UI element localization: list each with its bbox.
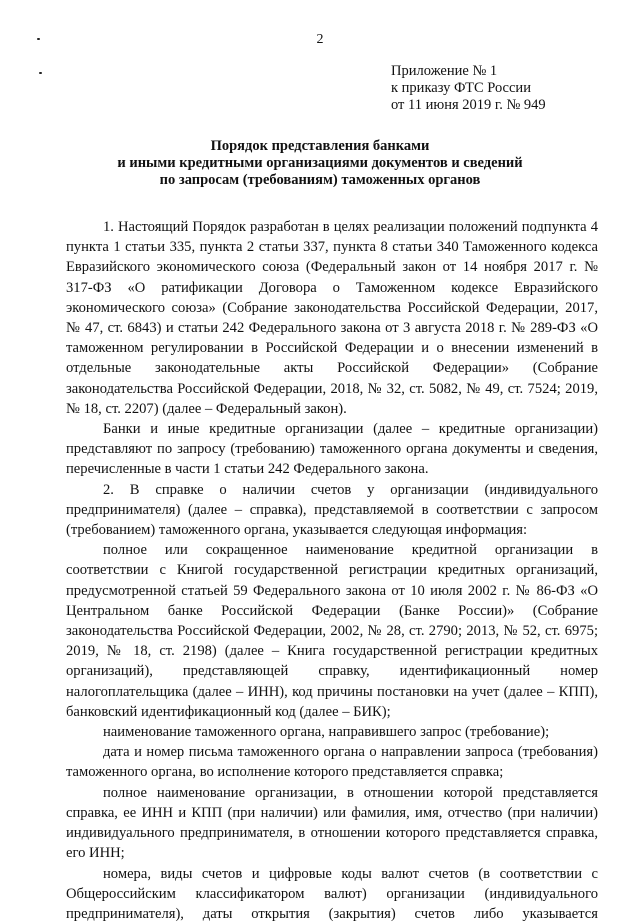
page-number: 2	[0, 32, 640, 48]
appendix-line-2: к приказу ФТС России	[391, 80, 546, 97]
appendix-block	[391, 63, 546, 114]
paragraph-2: Банки и иные кредитные организации (далее – кредитные организации) представляют по запросу (требованию) таможенного органа документы и сведения, перечисленные в части 1 статьи 242 Федерального закона.	[66, 419, 598, 480]
paragraph-7: полное наименование организации, в отношении которой представляется справка, ее ИНН и КПП (при наличии) или фамилия, имя, отчество (при наличии) индивидуального предпринимателя, в отношении которого представляется справка, его ИНН;	[66, 783, 598, 864]
paragraph-8: номера, виды счетов и цифровые коды валют счетов (в соответствии с Общероссийским классификатором валют) организации (индивидуального предпринимателя), даты открытия (закрытия) счетов либо указывается	[66, 864, 598, 924]
paragraph-5: наименование таможенного органа, направившего запрос (требование);	[66, 722, 598, 742]
document-title	[0, 138, 640, 189]
appendix-line-1: Приложение № 1	[391, 63, 546, 80]
paragraph-3: 2. В справке о наличии счетов у организации (индивидуального предпринимателя) (далее – справка), представляемой в соответствии с запросом (требованием) таможенного органа, указывается следующая информация:	[66, 480, 598, 541]
paragraph-4: полное или сокращенное наименование кредитной организации в соответствии с Книгой государственной регистрации кредитных организаций, предусмотренной статьей 59 Федерального закона от 10 июля 2002 г. № 86-ФЗ «О Центральном банке Российской Федерации (Банке России)» (Собрание законодательства Российской Федерации, 2002, № 28, ст. 2790; 2013, № 52, ст. 6975; 2019, № 18, ст. 2198) (далее – Книга государственной регистрации кредитных организаций), представляющей справку, идентификационный номер налогоплательщика (далее – ИНН), код причины постановки на учет (далее – КПП), банковский идентификационный код (далее – БИК);	[66, 540, 598, 722]
paragraph-1: 1. Настоящий Порядок разработан в целях реализации положений подпункта 4 пункта 1 статьи 335, пункта 2 статьи 337, пункта 8 статьи 340 Таможенного кодекса Евразийского экономического союза (Федеральный закон от 14 ноября 2017 г. № 317-ФЗ «О ратификации Договора о Таможенном кодексе Евразийского экономического союза» (Собрание законодательства Российской Федерации, 2017, № 47, ст. 6843) и статьи 242 Федерального закона от 3 августа 2018 г. № 289-ФЗ «О таможенном регулировании в Российской Федерации и о внесении изменений в отдельные законодательные акты Российской Федерации» (Собрание законодательства Российской Федерации, 2018, № 32, ст. 5082, № 49, ст. 7524; 2019, № 18, ст. 2207) (далее – Федеральный закон).	[66, 217, 598, 419]
title-line-1: Порядок представления банками	[0, 138, 640, 155]
document-body	[66, 217, 598, 924]
scan-mark-bottom	[39, 72, 42, 74]
appendix-line-3: от 11 июня 2019 г. № 949	[391, 97, 546, 114]
title-line-3: по запросам (требованиям) таможенных органов	[0, 172, 640, 189]
paragraph-6: дата и номер письма таможенного органа о направлении запроса (требования) таможенного органа, во исполнение которого представляется справка;	[66, 742, 598, 782]
title-line-2: и иными кредитными организациями документов и сведений	[0, 155, 640, 172]
